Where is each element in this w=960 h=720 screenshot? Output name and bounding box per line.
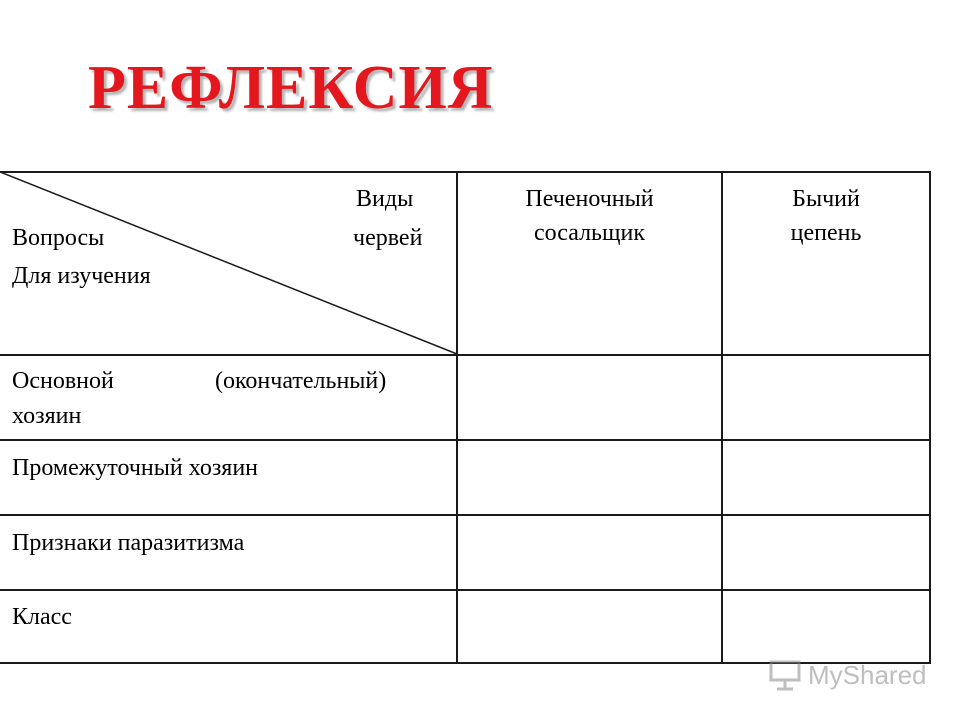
table-row-divider [0,439,931,441]
row-label-class: Класс [12,604,72,630]
watermark [768,657,927,693]
slide-title: РЕФЛЕКСИЯ [88,54,494,122]
row-label-definitive-host-part: Основной [12,368,114,394]
header-label-questions: Вопросы [12,225,105,251]
header-label-for-study: Для изучения [12,263,151,289]
table-row-divider [0,514,931,516]
column-header-line: цепень [790,220,862,246]
header-label-worms: червей [353,225,423,251]
row-label-intermediate-host: Промежуточный хозяин [12,455,259,481]
presentation-icon [768,658,802,692]
reflection-table [0,171,931,664]
row-label-parasitism-signs: Признаки паразитизма [12,530,245,556]
column-header-line: сосальщик [534,220,645,246]
table-row-divider [0,589,931,591]
row-label-definitive-host-part: (окончательный) [215,368,387,394]
header-label-species: Виды [356,186,414,212]
column-header-line: Печеночный [525,186,654,212]
row-label-definitive-host-part: хозяин [12,403,82,429]
column-header-line: Бычий [792,186,860,212]
column-header-beef-tapeworm [723,182,929,250]
watermark-text: MyShared [808,659,927,690]
column-header-liver-fluke [458,182,721,250]
table-border-right [929,171,931,664]
